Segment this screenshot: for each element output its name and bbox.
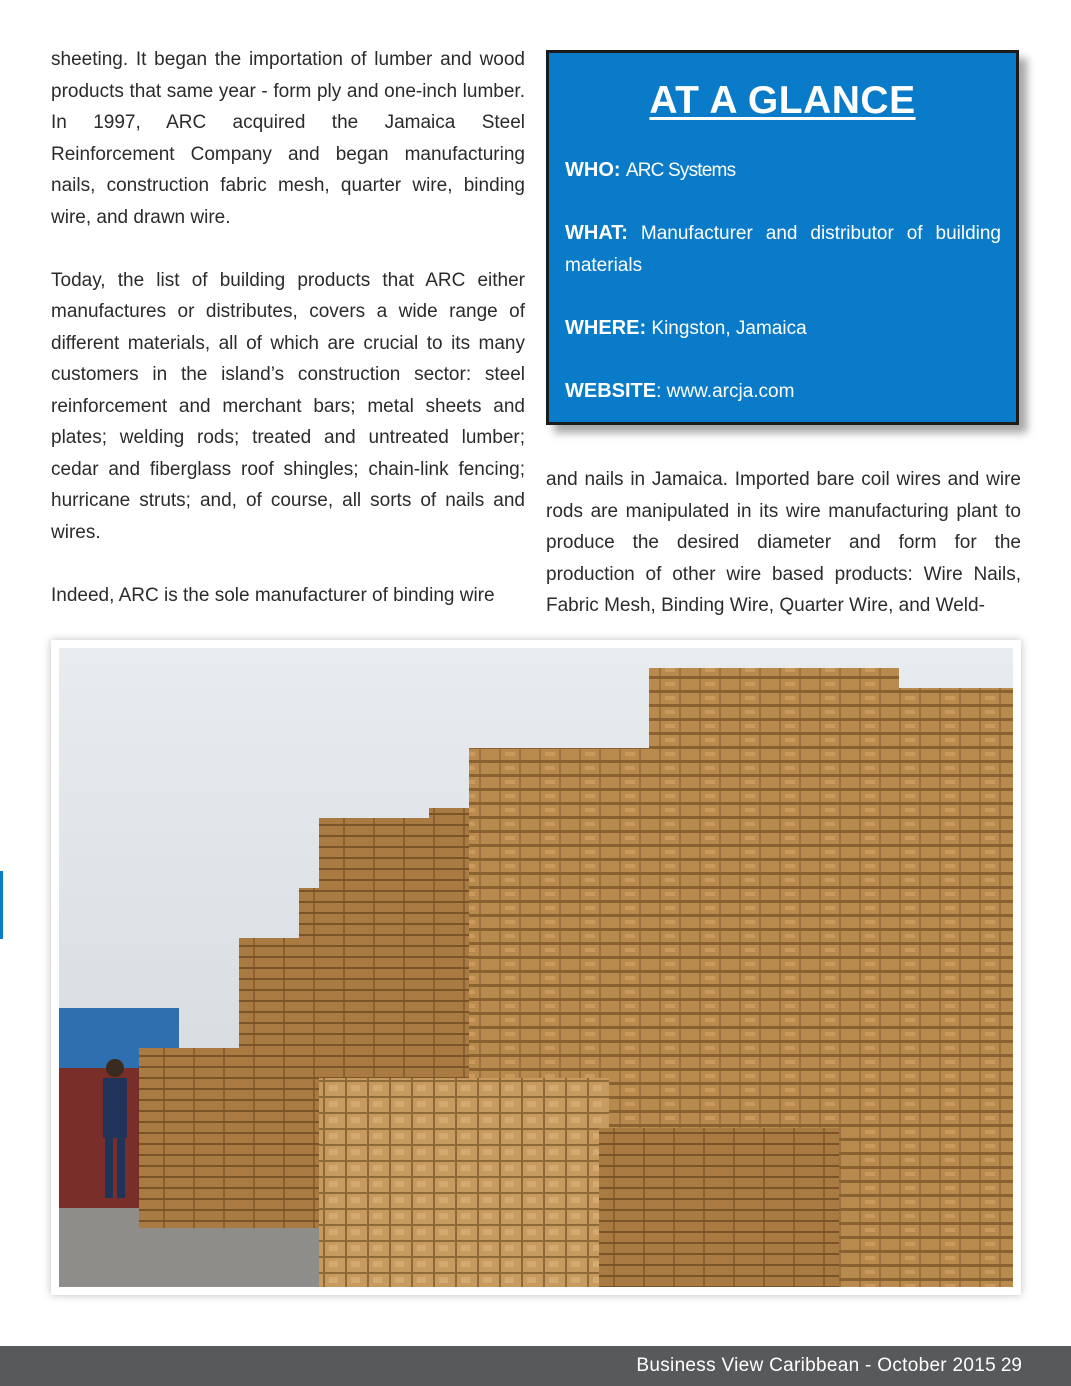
what-label: WHAT: (565, 222, 628, 244)
lumber-photo-frame (51, 640, 1021, 1295)
side-accent-tab (0, 871, 3, 939)
body-paragraph: sheeting. It began the importation of lumber and wood products that same year - form ply and one-inch lumber. In 1997, ARC acquired the Jamaica Steel Reinforcement Company and began manufacturing nails, construction fabric mesh, quarter wire, binding wire, and drawn wire. (51, 49, 525, 228)
right-column (546, 464, 1021, 622)
glance-who (565, 155, 1001, 187)
glance-website (565, 376, 1001, 408)
page-footer (0, 1346, 1071, 1386)
what-value: Manufacturer and distributor of building materials (565, 223, 1002, 276)
body-paragraph: and nails in Jamaica. Imported bare coil wires and wire rods are manipulated in its wire manufacturing plant to produce the desired diameter and form for the production of other wire based products: Wire Nails, Fabric Mesh, Binding Wire, Quarter Wire, and Weld- (546, 469, 1021, 616)
lumber-yard-photo (59, 648, 1013, 1287)
who-value: ARC Systems (625, 160, 736, 181)
body-paragraph: Indeed, ARC is the sole manufacturer of binding wire (51, 584, 495, 606)
where-label: WHERE: (565, 316, 647, 339)
body-paragraph: Today, the list of building products that ARC either manufactures or distributes, covers a wide range of different materials, all of which are crucial to its many customers in the island’s construction sector: steel reinforcement and merchant bars; metal sheets and plates; welding rods; treated and untreated lumber; cedar and fiberglass roof shingles; chain-link fencing; hurricane struts; and, of course, all sorts of nails and wires. (51, 269, 525, 543)
where-value: Kingston, Jamaica (651, 317, 807, 339)
website-value[interactable]: : www.arcja.com (656, 380, 795, 402)
at-a-glance-title: AT A GLANCE (649, 79, 916, 122)
who-label: WHO: (565, 159, 621, 181)
footer-publication: Business View Caribbean - October 2015 (636, 1355, 996, 1376)
footer-page-number: 29 (1000, 1355, 1022, 1376)
glance-what (565, 218, 1001, 281)
glance-where (565, 313, 1001, 345)
website-label: WEBSITE (565, 379, 657, 402)
left-column (51, 44, 525, 643)
at-a-glance-box (546, 50, 1019, 425)
